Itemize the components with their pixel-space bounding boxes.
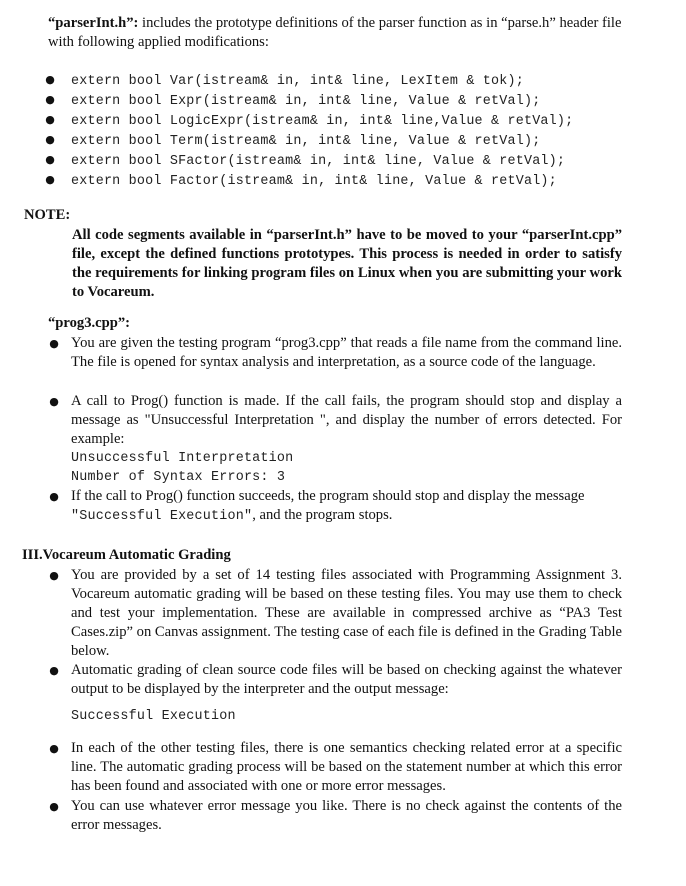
- prog3-heading: “prog3.cpp”:: [48, 315, 131, 331]
- grading-bullet-1: You are provided by a set of 14 testing files associated with Programming Assignment 3. Vocareum automatic grading will be based on these testing files. You may use them to check and test your implementation. These are available in compressed archive as “PA3 Test Cases.zip” on Canvas assignment. The testing case of each file is defined in the Grading Table below.: [71, 567, 622, 659]
- list-item: [44, 170, 644, 190]
- intro-text: includes the prototype definitions of the parser function as in “parse.h” header file with following applied modifications:: [48, 15, 622, 50]
- bullet-icon: ●: [45, 113, 55, 126]
- bullet-icon: ●: [49, 490, 59, 503]
- grading-bullet-2: Automatic grading of clean source code files will be based on checking against the whatever output to be displayed by the interpreter and the output message:: [71, 662, 622, 697]
- bullet-icon: ●: [45, 173, 55, 186]
- prototype-logicexpr: extern bool LogicExpr(istream& in, int& line,Value & retVal);: [71, 114, 574, 129]
- list-item: [48, 739, 622, 796]
- bullet-icon: ●: [49, 337, 59, 350]
- bullet-icon: ●: [49, 395, 59, 408]
- prototype-sfactor: extern bool SFactor(istream& in, int& line, Value & retVal);: [71, 154, 566, 169]
- list-item: [48, 661, 622, 699]
- prog3-bullet-1: You are given the testing program “prog3.cpp” that reads a file name from the command line. The file is opened for syntax analysis and interpretation, as a source code of the language.: [71, 335, 622, 370]
- grading-bullet-4: You can use whatever error message you like. There is no check against the contents of the error messages.: [71, 798, 622, 833]
- list-item: [48, 334, 622, 372]
- bullet-icon: ●: [45, 133, 55, 146]
- list-item: [48, 797, 622, 835]
- list-item: [48, 392, 622, 487]
- bullet-icon: ●: [45, 153, 55, 166]
- intro-paragraph: [48, 14, 626, 52]
- prototype-expr: extern bool Expr(istream& in, int& line, Value & retVal);: [71, 94, 541, 109]
- list-item: [48, 566, 622, 661]
- success-output-text: Successful Execution: [71, 709, 236, 724]
- prog3-bullet-3-code: "Successful Execution": [71, 509, 253, 524]
- prog3-bullet-2: A call to Prog() function is made. If the call fails, the program should stop and display a message as "Unsuccessful Interpretation ", and display the number of errors detected. For example:: [71, 393, 622, 447]
- bullet-icon: ●: [49, 742, 59, 755]
- list-item: [44, 110, 644, 130]
- note-heading: NOTE:: [24, 207, 71, 223]
- prototype-factor: extern bool Factor(istream& in, int& line, Value & retVal);: [71, 174, 557, 189]
- prog3-bullet-3-text-b: , and the program stops.: [252, 507, 393, 523]
- example-output-line-2: Number of Syntax Errors: 3: [71, 470, 286, 485]
- intro-label: “parserInt.h”:: [48, 15, 139, 31]
- list-item: [44, 150, 644, 170]
- prototype-var: extern bool Var(istream& in, int& line, LexItem & tok);: [71, 74, 524, 89]
- list-item: [44, 90, 644, 110]
- grading-heading: III.Vocareum Automatic Grading: [22, 547, 231, 563]
- prog3-bullet-3: [71, 487, 622, 526]
- list-item: [44, 130, 644, 150]
- bullet-icon: ●: [45, 73, 55, 86]
- bullet-icon: ●: [49, 569, 59, 582]
- prototype-term: extern bool Term(istream& in, int& line, Value & retVal);: [71, 134, 541, 149]
- bullet-icon: ●: [45, 93, 55, 106]
- note-text: All code segments available in “parserInt.h” have to be moved to your “parserInt.cpp” file, except the defined functions prototypes. This process is needed in order to satisfy the requirements for linking program files on Linux when you are submitting your work to Vocareum.: [72, 227, 622, 300]
- prog3-bullet-3-text-a: If the call to Prog() function succeeds, the program should stop and display the message: [71, 488, 585, 504]
- bullet-icon: ●: [49, 664, 59, 677]
- list-item: [48, 487, 622, 526]
- prototype-list: [44, 70, 644, 190]
- example-output-line-1: Unsuccessful Interpretation: [71, 451, 294, 466]
- bullet-icon: ●: [49, 800, 59, 813]
- grading-bullet-3: In each of the other testing files, there is one semantics checking related error at a specific line. The automatic grading process will be based on the statement number at which this error has been found and associated with one or more error messages.: [71, 740, 622, 794]
- list-item: [44, 70, 644, 90]
